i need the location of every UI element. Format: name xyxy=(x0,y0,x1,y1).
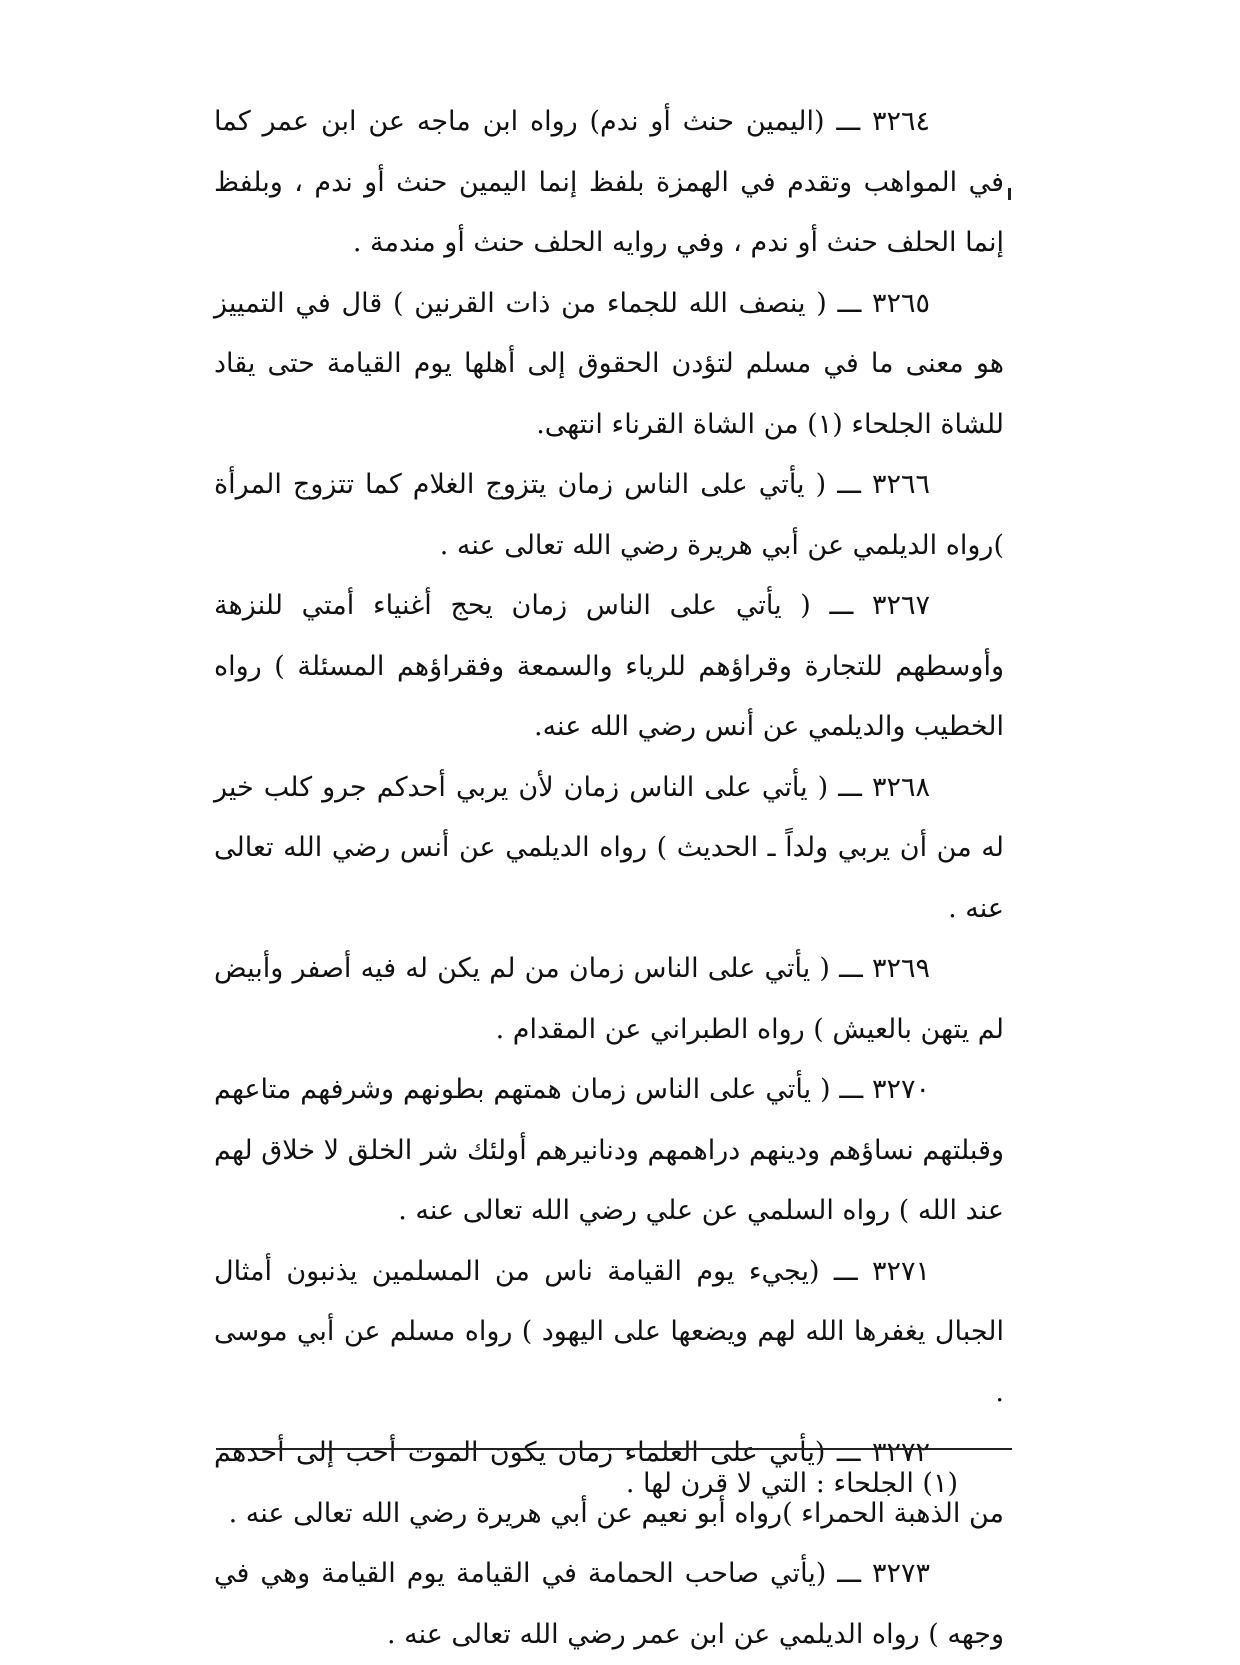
hadith-text-block xyxy=(214,92,1004,1665)
footnote-divider xyxy=(216,1448,1012,1450)
hadith-entry-3273: ٣٢٧٣ ـــ (يأتي صاحب الحمامة في القيامة يوم القيامة وهي في وجهه ) رواه الديلمي عن ابن عمر رضي الله تعالى عنه . xyxy=(214,1558,1004,1650)
hadith-entry-3267: ٣٢٦٧ ـــ ( يأتي على الناس زمان يحج أغنياء أمتي للنزهة وأوسطهم للتجارة وقراؤهم للرياء والسمعة وفقراؤهم المسئلة ) رواه الخطيب والديلمي عن أنس رضي الله عنه. xyxy=(214,590,1004,742)
hadith-entry-3265: ٣٢٦٥ ـــ ( ينصف الله للجماء من ذات القرنين ) قال في التمييز هو معنى ما في مسلم لتؤدن الحقوق إلى أهلها يوم القيامة حتى يقاد للشاة الجلحاء (١) من الشاة القرناء انتهى. xyxy=(214,287,1004,440)
hadith-entry-3264: ٣٢٦٤ ـــ (اليمين حنث أو ندم) رواه ابن ماجه عن ابن عمر كما في المواهب وتقدم في الهمزة بلفظ إنما اليمين حنث أو ندم ، وبلفظ إنما الحلف حنث أو ندم ، وفي روايه الحلف حنث أو مندمة . xyxy=(214,106,1004,258)
margin-mark xyxy=(1008,188,1011,200)
hadith-entry-3266: ٣٢٦٦ ـــ ( يأتي على الناس زمان يتزوج الغلام كما تتزوج المرأة )رواه الديلمي عن أبي هريرة رضي الله تعالى عنه . xyxy=(214,469,1004,561)
hadith-entry-3272: ٣٢٧٢ ـــ (يأتي على العلماء زمان يكون الموت أحب إلى أحدهم من الذهبة الحمراء )رواه أبو نعيم عن أبي هريرة رضي الله تعالى عنه . xyxy=(214,1437,1004,1529)
footnote: (١) الجلحاء : التي لا قرن لها . xyxy=(625,1468,958,1499)
hadith-entry-3269: ٣٢٦٩ ـــ ( يأتي على الناس زمان من لم يكن له فيه أصفر وأبيض لم يتهن بالعيش ) رواه الطبراني عن المقدام . xyxy=(214,953,1004,1045)
hadith-entry-3271: ٣٢٧١ ـــ (يجيء يوم القيامة ناس من المسلمين يذنبون أمثال الجبال يغفرها الله لهم ويضعها على اليهود ) رواه مسلم عن أبي موسى . xyxy=(214,1255,1004,1408)
hadith-entry-3268: ٣٢٦٨ ـــ ( يأتي على الناس زمان لأن يربي أحدكم جرو كلب خير له من أن يربي ولداً ـ الحديث ) رواه الديلمي عن أنس رضي الله تعالى عنه . xyxy=(214,771,1004,924)
hadith-entry-3270: ٣٢٧٠ ـــ ( يأتي على الناس زمان همتهم بطونهم وشرفهم متاعهم وقبلتهم نساؤهم ودينهم دراهمهم ودنانيرهم أولئك شر الخلق لا خلاق لهم عند الله ) رواه السلمي عن علي رضي الله تعالى عنه . xyxy=(214,1074,1004,1226)
